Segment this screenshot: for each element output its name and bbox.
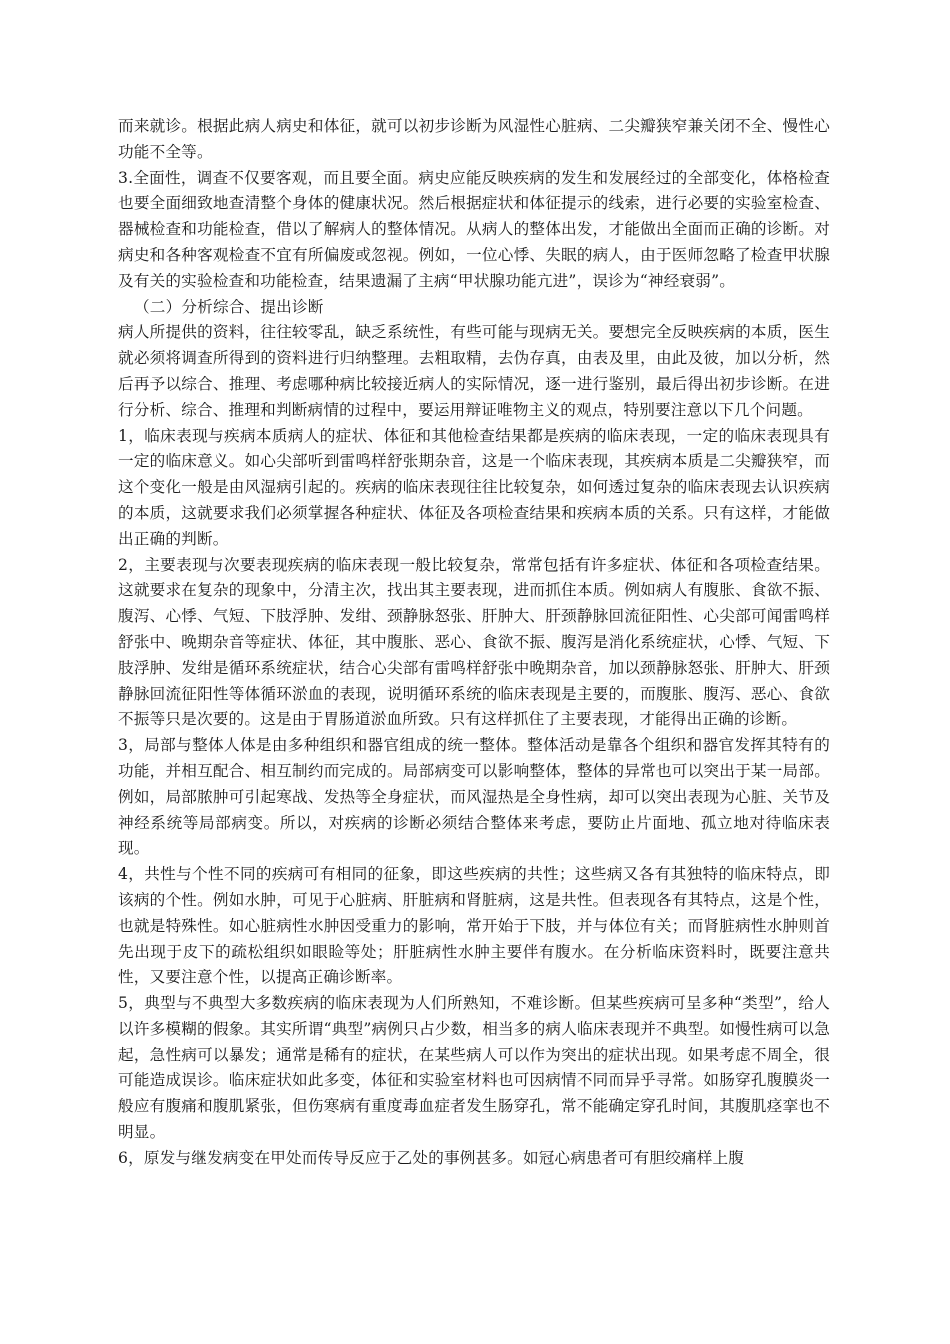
document-body [118, 114, 830, 1172]
paragraph-comprehensiveness: 3.全面性，调查不仅要客观，而且要全面。病史应能反映疾病的发生和发展经过的全部变化，体格检查也要全面细致地查清整个身体的健康状况。然后根据症状和体征提示的线索，进行必要的实验室检查、器械检查和功能检查，借以了解病人的整体情况。从病人的整体出发，才能做出全面而正确的诊断。对病史和各种客观检查不宜有所偏废或忽视。例如，一位心悸、失眠的病人，由于医师忽略了检查甲状腺及有关的实验检查和功能检查，结果遗漏了主病“甲状腺功能亢进”，误诊为“神经衰弱”。 [118, 168, 830, 290]
paragraph-point-1: 1，临床表现与疾病本质病人的症状、体征和其他检查结果都是疾病的临床表现，一定的临床表现具有一定的临床意义。如心尖部听到雷鸣样舒张期杂音，这是一个临床表现，其疾病本质是二尖瓣狭窄，而这个变化一般是由风湿病引起的。疾病的临床表现往往比较复杂，如何透过复杂的临床表现去认识疾病的本质，这就要求我们必须掌握各种症状、体征及各项检查结果和疾病本质的关系。只有这样，才能做出正确的判断。 [118, 426, 830, 548]
paragraph-analysis-intro: 病人所提供的资料，往往较零乱，缺乏系统性，有些可能与现病无关。要想完全反映疾病的本质，医生就必须将调查所得到的资料进行归纳整理。去粗取精，去伪存真，由表及里，由此及彼，加以分析，然后再予以综合、推理、考虑哪种病比较接近病人的实际情况，逐一进行鉴别，最后得出初步诊断。在进行分析、综合、推理和判断病情的过程中，要运用辩证唯物主义的观点，特别要注意以下几个问题。 [118, 323, 830, 419]
paragraph-point-4: 4，共性与个性不同的疾病可有相同的征象，即这些疾病的共性；这些病又各有其独特的临床特点，即该病的个性。例如水肿，可见于心脏病、肝脏病和肾脏病，这是共性。但表现各有其特点，这是个性，也就是特殊性。如心脏病性水肿因受重力的影响，常开始于下肢，并与体位有关；而肾脏病性水肿则首先出现于皮下的疏松组织如眼睑等处；肝脏病性水肿主要伴有腹水。在分析临床资料时，既要注意共性，又要注意个性，以提高正确诊断率。 [118, 865, 830, 987]
paragraph-point-2: 2，主要表现与次要表现疾病的临床表现一般比较复杂，常常包括有许多症状、体征和各项检查结果。这就要求在复杂的现象中，分清主次，找出其主要表现，进而抓住本质。例如病人有腹胀、食欲不振、腹泻、心悸、气短、下肢浮肿、发绀、颈静脉怒张、肝肿大、肝颈静脉回流征阳性、心尖部可闻雷鸣样舒张中、晚期杂音等症状、体征，其中腹胀、恶心、食欲不振、腹泻是消化系统症状，心悸、气短、下肢浮肿、发绀是循环系统症状，结合心尖部有雷鸣样舒张中晚期杂音，加以颈静脉怒张、肝肿大、肝颈静脉回流征阳性等体循环淤血的表现，说明循环系统的临床表现是主要的，而腹胀、腹泻、恶心、食欲不振等只是次要的。这是由于胃肠道淤血所致。只有这样抓住了主要表现，才能得出正确的诊断。 [118, 555, 830, 729]
paragraph-point-3: 3，局部与整体人体是由多种组织和器官组成的统一整体。整体活动是靠各个组织和器官发挥其特有的功能，并相互配合、相互制约而完成的。局部病变可以影响整体，整体的异常也可以突出于某一局部。例如，局部脓肿可引起寒战、发热等全身症状，而风湿热是全身性病，却可以突出表现为心脏、关节及神经系统等局部病变。所以，对疾病的诊断必须结合整体来考虑，要防止片面地、孤立地对待临床表现。 [118, 736, 830, 858]
paragraph-continuation: 而来就诊。根据此病人病史和体征，就可以初步诊断为风湿性心脏病、二尖瓣狭窄兼关闭不全、慢性心功能不全等。 [118, 117, 830, 161]
section-heading: （二）分析综合、提出诊断 [134, 297, 324, 316]
paragraph-point-5: 5，典型与不典型大多数疾病的临床表现为人们所熟知，不难诊断。但某些疾病可呈多种“类型”，给人以许多模糊的假象。其实所谓“典型”病例只占少数，相当多的病人临床表现并不典型。如慢性病可以急起，急性病可以暴发；通常是稀有的症状，在某些病人可以作为突出的症状出现。如果考虑不周全，很可能造成误诊。临床症状如此多变，体征和实验室材料也可因病情不同而异乎寻常。如肠穿孔腹膜炎一般应有腹痛和腹肌紧张，但伤寒病有重度毒血症者发生肠穿孔，常不能确定穿孔时间，其腹肌痉挛也不明显。 [118, 994, 830, 1142]
paragraph-point-6: 6，原发与继发病变在甲处而传导反应于乙处的事例甚多。如冠心病患者可有胆绞痛样上腹 [118, 1148, 745, 1167]
